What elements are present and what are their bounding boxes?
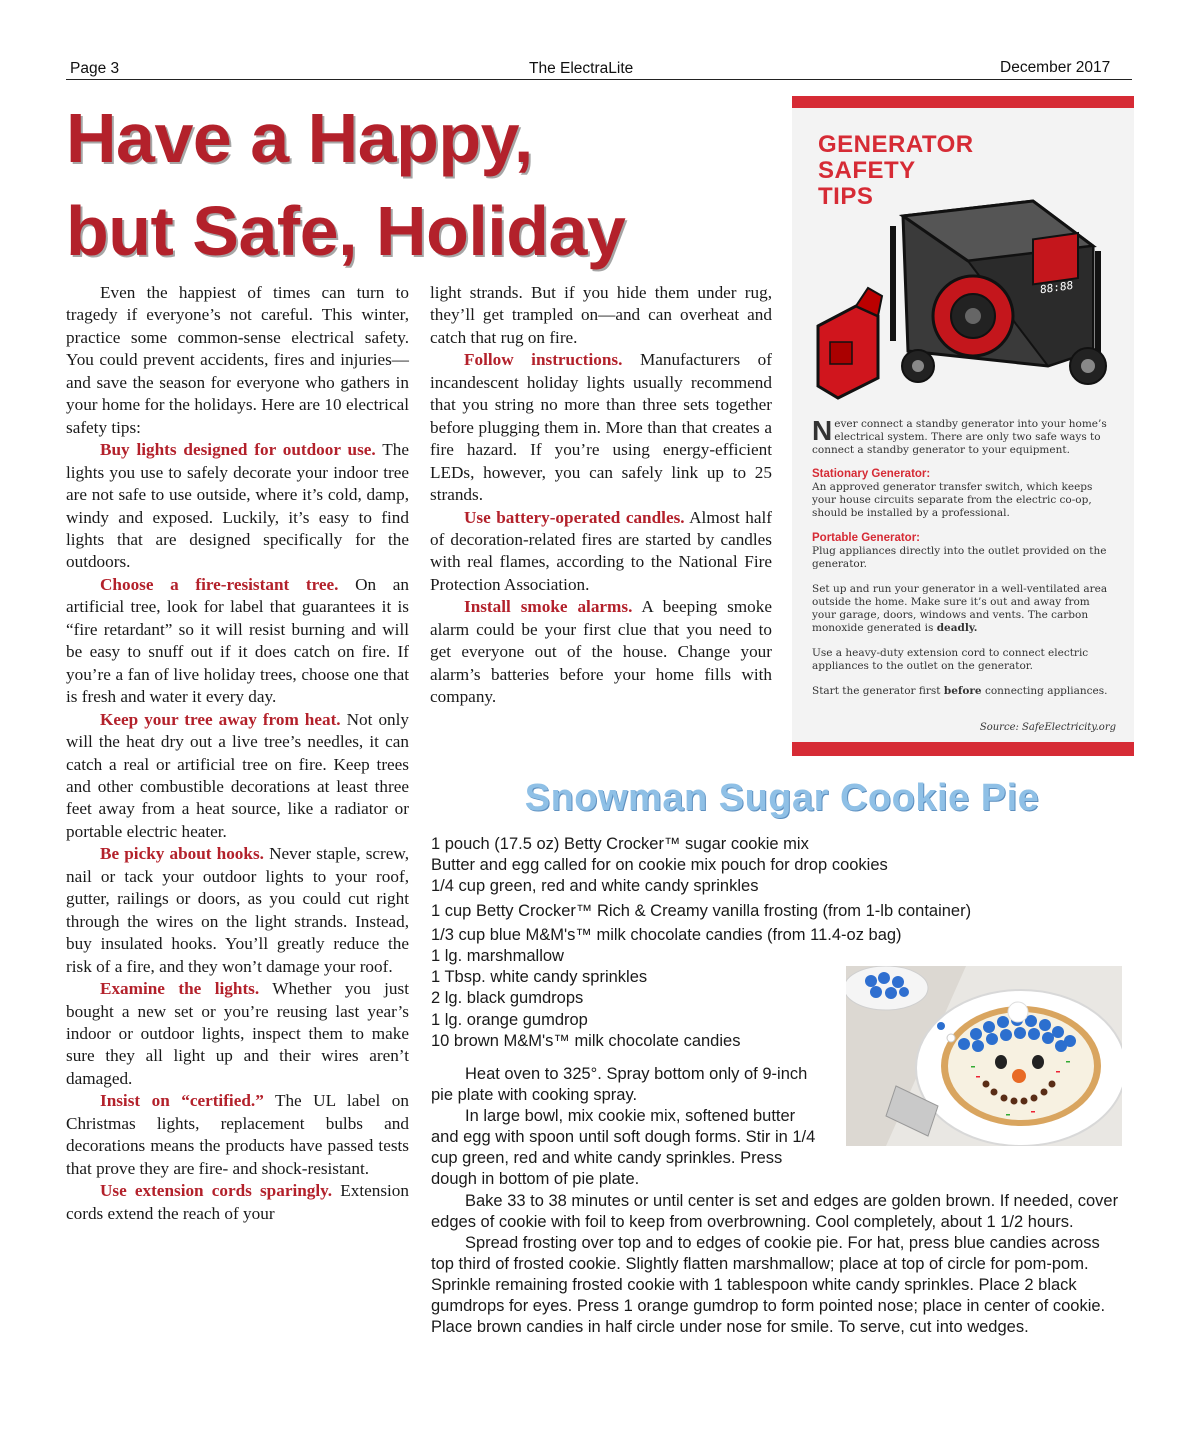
ingredient-item: 1 lg. orange gumdrop <box>431 1010 588 1029</box>
headline-line-2: but Safe, Holiday <box>66 192 626 270</box>
article-column-2 <box>430 282 772 709</box>
tip-title: Choose a fire-resistant tree. <box>100 574 339 594</box>
tip-title: Install smoke alarms. <box>464 597 633 617</box>
tip-title: Follow instructions. <box>464 350 623 370</box>
panel-readout: 88:88 <box>1040 278 1074 297</box>
tip-paragraph <box>430 507 772 597</box>
tip-paragraph <box>430 596 772 708</box>
sidebar-source: Source: SafeElectricity.org <box>979 722 1116 733</box>
tip-paragraph <box>66 843 409 978</box>
start-bold: before <box>943 685 982 697</box>
tip-title: Keep your tree away from heat. <box>100 709 341 729</box>
ventilation-bold: deadly. <box>936 622 978 634</box>
generator-safety-sidebar <box>792 96 1134 756</box>
ingredient-item: 1/4 cup green, red and white candy sprinkles <box>431 877 759 896</box>
tip-title: Buy lights designed for outdoor use. <box>100 440 376 460</box>
start-text-end: connecting appliances. <box>984 685 1108 697</box>
gas-can-icon <box>818 288 882 398</box>
headline-line-1: Have a Happy, <box>66 99 533 177</box>
tip-text: Extension cords extend the reach of your <box>66 1181 409 1223</box>
portable-section <box>812 532 1116 571</box>
article-headline <box>66 92 766 278</box>
tip-text: A beeping smoke alarm could be your first clue that you need to get everyone out of the house. Change your alarm’s batteries before your home fills with company. <box>430 597 772 707</box>
sidebar-title-line-2: SAFETY <box>818 157 916 184</box>
sidebar-title-line-1: GENERATOR <box>818 131 974 158</box>
tip-paragraph <box>430 349 772 506</box>
tip-paragraph <box>66 1180 409 1225</box>
article-intro: Even the happiest of times can turn to tragedy if everyone’s not careful. This winter, practice some common-sense electrical safety. You could prevent accidents, fires and injuries—and save the season for everyone who gathers in your home for the holidays. Here are 10 electrical safety tips: <box>66 283 409 437</box>
sidebar-title-line-3: TIPS <box>818 183 874 210</box>
portable-heading: Portable Generator: <box>812 532 920 544</box>
ingredient-item: 1/3 cup blue M&M's™ milk chocolate candies (from 11.4-oz bag) <box>431 925 902 944</box>
publication-name: The ElectraLite <box>529 60 634 77</box>
generator-icon <box>893 201 1106 384</box>
issue-date: December 2017 <box>1000 59 1111 76</box>
page-number: Page 3 <box>70 60 120 77</box>
drop-cap: N <box>812 415 833 446</box>
tip-paragraph <box>66 1090 409 1180</box>
tip-title: Examine the lights. <box>100 979 260 999</box>
generator-illustration <box>808 166 1118 416</box>
tip-text: Not only will the heat dry out a live tree’s needles, it can catch a real or artificial tree on fire. Keep trees and other combustible decorations at least three feet away from a heat source, like a radiator or portable electric heater. <box>66 709 410 841</box>
tip-text: Almost half of decoration-related fires are started by candles with real flames, according to the National Fire Protection Association. <box>430 507 772 594</box>
tip-paragraph <box>66 978 409 1090</box>
header-rule <box>66 79 1132 80</box>
portable-text: Plug appliances directly into the outlet provided on the generator. <box>812 545 1107 570</box>
tip-paragraph <box>66 439 409 574</box>
recipe-step: In large bowl, mix cookie mix, softened butter and egg with spoon until soft dough forms. Stir in 1/4 cup green, red and white candy sprinkles. Press dough in bottom of pie plate. <box>431 1107 816 1189</box>
article-continuation: light strands. But if you hide them under rug, they’ll get trampled on—and can overheat and catch that rug on fire. <box>430 283 772 347</box>
start-text: Start the generator first <box>812 685 941 697</box>
ingredient-item: 10 brown M&M's™ milk chocolate candies <box>431 1031 741 1050</box>
recipe-title: Snowman Sugar Cookie Pie <box>524 777 1040 819</box>
recipe-steps <box>431 1064 1121 1338</box>
stationary-section <box>812 468 1116 520</box>
tip-text: Never staple, screw, nail or tack your outdoor lights to your roof, gutter, railings or doors, as you could cut right through the wires on the light strands. Instead, buy insulated hooks. You’ll greatly reduce the risk of a fire, and they won’t damage your roof. <box>66 844 410 976</box>
ingredient-item: 2 lg. black gumdrops <box>431 989 584 1008</box>
tip-text: On an artificial tree, look for label that guarantees it is “fire retardant” so it will resist burning and will be easy to snuff out if it does catch on fire. If you’re a fan of live holiday trees, choose one that is fresh and water it every day. <box>66 574 409 707</box>
sidebar-bottom-bar <box>792 742 1134 756</box>
tip-title: Be picky about hooks. <box>100 844 264 864</box>
sidebar-top-bar <box>792 96 1134 108</box>
ingredient-item: 1 cup Betty Crocker™ Rich & Creamy vanilla frosting (from 1-lb container) <box>431 901 972 920</box>
stationary-heading: Stationary Generator: <box>812 468 931 480</box>
ingredient-item: 1 lg. marshmallow <box>431 947 564 966</box>
ventilation-text: Set up and run your generator in a well-ventilated area outside the home. Make sure it’s out and away from your garage, doors, windows and vents. The carbon monoxide generated is <box>812 583 1108 634</box>
tip-text: The UL label on Christmas lights, replacement bulbs and decorations means the products have passed tests that prove they are fire- and shock-resistant. <box>66 1091 409 1178</box>
start-tip <box>812 685 1116 698</box>
ingredient-item: Butter and egg called for on cookie mix pouch for drop cookies <box>431 856 888 875</box>
sidebar-intro <box>812 415 1116 457</box>
tip-text: The lights you use to safely decorate your indoor tree are not safe to use outside, where it’s cold, damp, windy and exposed. Luckily, it’s easy to find lights that are designed specifically for the outdoors. <box>66 440 409 572</box>
recipe-step: Heat oven to 325°. Spray bottom only of 9-inch pie plate with cooking spray. <box>431 1065 808 1105</box>
tip-paragraph <box>66 574 409 709</box>
ventilation-tip <box>812 583 1116 635</box>
tip-title: Use battery-operated candles. <box>464 507 685 527</box>
sidebar-intro-text: ever connect a standby generator into your home’s electrical system. There are only two safe ways to connect a standby generator to your equipment. <box>812 418 1107 456</box>
cord-tip: Use a heavy-duty extension cord to connect electric appliances to the outlet on the generator. <box>812 647 1089 672</box>
ingredient-item: 1 pouch (17.5 oz) Betty Crocker™ sugar cookie mix <box>431 835 809 853</box>
recipe-step: Bake 33 to 38 minutes or until center is set and edges are golden brown. If needed, cover edges of cookie with foil to keep from overbrowning. Cool completely, about 1 1/2 hours. <box>431 1191 1119 1231</box>
tip-title: Use extension cords sparingly. <box>100 1181 333 1201</box>
recipe-step: Spread frosting over top and to edges of cookie pie. For hat, press blue candies across top third of frosted cookie. Slightly flatten marshmallow; place at top of circle for pom-pom. Sprinkle remaining frosted cookie with 1 tablespoon white candy sprinkles. Place 2 black gumdrops for eyes. Press 1 orange gumdrop to form pointed nose; place in center of cookie. Place brown candies in half circle under nose for smile. To serve, cut into wedges. <box>431 1233 1106 1337</box>
tip-paragraph <box>66 709 409 844</box>
tip-title: Insist on “certified.” <box>100 1091 264 1111</box>
tip-text: Whether you just bought a new set or you’re reusing last year’s indoor or outdoor lights, inspect them to make sure they all light up and their wires aren’t damaged. <box>66 979 409 1088</box>
tip-text: Manufacturers of incandescent holiday lights usually recommend that you string no more than three sets together before plugging them in. More than that creates a fire hazard. If you’re using energy-efficient LEDs, however, you can safely link up to 25 strands. <box>430 350 773 505</box>
ingredient-item: 1 Tbsp. white candy sprinkles <box>431 968 648 987</box>
stationary-text: An approved generator transfer switch, which keeps your house circuits separate from the electric co-op, should be installed by a professional. <box>812 481 1093 519</box>
sidebar-body <box>812 415 1116 710</box>
article-column-1 <box>66 282 409 1225</box>
